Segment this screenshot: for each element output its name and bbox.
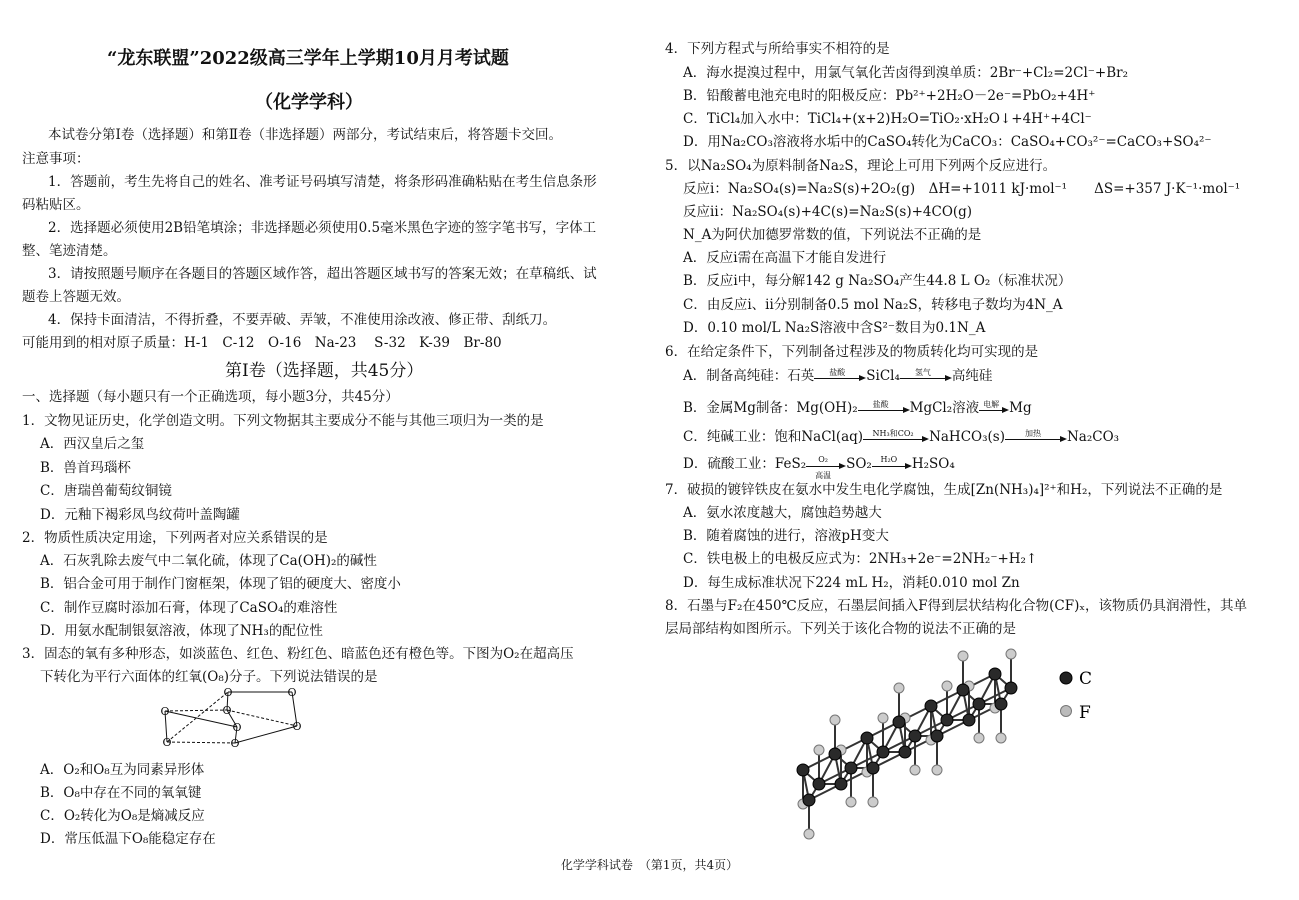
q4-option-c: C．TiCl₄加入水中：TiCl₄+(x+2)H₂O=TiO₂·xH₂O↓+4H⁺+4Cl⁻ [683, 111, 1092, 127]
oxygen-atom-label: O [292, 720, 302, 733]
q7-option-a: A．氨水浓度越大，腐蚀趋势越大 [683, 505, 882, 521]
carbon-legend-icon [1060, 672, 1072, 684]
exam-title: “龙东联盟”2022级高三学年上学期10月月考试题 [107, 48, 509, 69]
fluorine-atom [846, 797, 856, 807]
carbon-atom [995, 698, 1007, 710]
q1-option-b: B．兽首玛瑙杯 [40, 460, 131, 476]
fluorine-legend-icon [1061, 706, 1072, 717]
question-5-stem: 5．以Na₂SO₄为原料制备Na₂S，理论上可用下列两个反应进行。 [665, 158, 1057, 174]
note-line: 码粘贴区。 [22, 197, 90, 213]
page-footer: 化学学科试卷 （第1页，共4页） [560, 858, 739, 872]
q6-option-b: B．金属Mg制备：Mg(OH)₂ 盐酸 MgCl₂溶液 电解 Mg [683, 399, 1032, 416]
fluorine-atom [868, 797, 878, 807]
question-3-stem: 3．固态的氧有多种形态，如淡蓝色、红色、粉红色、暗蓝色还有橙色等。下图为O₂在超高压 [22, 646, 574, 662]
o8-molecule-diagram [157, 684, 307, 752]
q6-option-a: A．制备高纯硅：石英 盐酸 SiCl₄ 氢气 高纯硅 [683, 367, 993, 384]
fluorine-atom [958, 651, 968, 661]
q5-option-b: B．反应ⅰ中，每分解142 g Na₂SO₄产生44.8 L O₂（标准状况） [683, 273, 1072, 289]
carbon-atom [957, 684, 969, 696]
q1-option-c: C．唐瑞兽葡萄纹铜镜 [40, 483, 172, 499]
oxygen-atom-label: O [287, 686, 297, 699]
carbon-atom [925, 700, 937, 712]
q1-option-a: A．西汉皇后之玺 [40, 436, 145, 452]
q5-reaction-1: 反应ⅰ：Na₂SO₄(s)=Na₂S(s)+2O₂(g) ΔH=+1011 kJ·mol⁻¹ ΔS=+357 J·K⁻¹·mol⁻¹ [683, 181, 1241, 197]
oxygen-atom-label: O [230, 737, 240, 750]
q6-option-c: C．纯碱工业：饱和NaCl(aq) NH₃和CO₂ NaHCO₃(s) 加热 Na₂CO₃ [683, 428, 1120, 445]
q7-option-b: B．随着腐蚀的进行，溶液pH变大 [683, 528, 889, 544]
oxygen-atom-label: O [232, 721, 242, 734]
q3-option-c: C．O₂转化为O₈是熵减反应 [40, 808, 205, 824]
reaction-arrow: 盐酸 [858, 402, 910, 416]
q5-option-c: C．由反应ⅰ、ⅱ分别制备0.5 mol Na₂S，转移电子数均为4N_A [683, 297, 1063, 313]
fluorine-atom [814, 745, 824, 755]
q3-option-d: D．常压低温下O₈能稳定存在 [40, 831, 216, 847]
q1-option-d: D．元釉下褐彩凤鸟纹荷叶盖陶罐 [40, 507, 240, 523]
q2-option-a: A．石灰乳除去废气中二氧化硫，体现了Ca(OH)₂的碱性 [40, 553, 377, 569]
question-7-stem: 7．破损的镀锌铁皮在氨水中发生电化学腐蚀，生成[Zn(NH₃)₄]²⁺和H₂，下列说法不正确的是 [665, 482, 1223, 498]
reaction-arrow: H₂O [872, 458, 912, 472]
carbon-atom [877, 746, 889, 758]
note-line: 整、笔迹清楚。 [22, 243, 117, 259]
q5-option-d: D．0.10 mol/L Na₂S溶液中含S²⁻数目为0.1N_A [683, 320, 986, 336]
reaction-arrow: NH₃和CO₂ [863, 431, 929, 445]
q6-option-d: D．硫酸工业：FeS₂ O₂ 高温 SO₂ H₂O H₂SO₄ [683, 454, 955, 480]
note-line: 1．答题前，考生先将自己的姓名、准考证号码填写清楚，将条形码准确粘贴在考生信息条形 [48, 174, 597, 190]
q5-reaction-2: 反应ⅱ：Na₂SO₄(s)+4C(s)=Na₂S(s)+4CO(g) [683, 204, 973, 220]
fluorine-atom [894, 683, 904, 693]
fluorine-atom [878, 713, 888, 723]
carbon-atom [963, 714, 975, 726]
question-1-stem: 1．文物见证历史，化学创造文明。下列文物据其主要成分不能与其他三项归为一类的是 [22, 413, 544, 429]
carbon-atom [845, 762, 857, 774]
q4-option-b: B．铅酸蓄电池充电时的阳极反应：Pb²⁺+2H₂O－2e⁻=PbO₂+4H⁺ [683, 88, 1096, 104]
fluorine-atom [910, 765, 920, 775]
cf-legend [1057, 667, 1107, 727]
q2-option-b: B．铝合金可用于制作门窗框架，体现了铝的硬度大、密度小 [40, 576, 401, 592]
intro-text: 本试卷分第Ⅰ卷（选择题）和第Ⅱ卷（非选择题）两部分，考试结束后，将答题卡交回。 [48, 127, 563, 143]
carbon-atom [797, 764, 809, 776]
reaction-arrow: 加热 [1005, 431, 1067, 445]
fluorine-atom [974, 733, 984, 743]
fluorine-atom [830, 715, 840, 725]
reaction-arrow: O₂ 高温 [806, 458, 846, 472]
question-8-stem-2: 层局部结构如图所示。下列关于该化合物的说法不正确的是 [665, 621, 1016, 637]
carbon-atom [835, 778, 847, 790]
question-2-stem: 2．物质性质决定用途，下列两者对应关系错误的是 [22, 530, 328, 546]
carbon-atom [829, 748, 841, 760]
carbon-atom [973, 698, 985, 710]
q2-option-c: C．制作豆腐时添加石膏，体现了CaSO₄的难溶性 [40, 600, 338, 616]
question-8-stem: 8．石墨与F₂在450℃反应，石墨层间插入F得到层状结构化合物(CF)ₓ，该物质仍具润滑性，其单 [665, 598, 1248, 614]
q4-option-a: A．海水提溴过程中，用氯气氧化苦卤得到溴单质：2Br⁻+Cl₂=2Cl⁻+Br₂ [683, 65, 1128, 81]
carbon-atom [861, 732, 873, 744]
oxygen-atom-label: O [222, 704, 232, 717]
carbon-atom [941, 714, 953, 726]
fluorine-legend-label: F [1079, 703, 1091, 723]
section-title: 第Ⅰ卷（选择题，共45分） [225, 361, 424, 381]
note-line: 4．保持卡面清洁，不得折叠，不要弄破、弄皱，不准使用涂改液、修正带、刮纸刀。 [48, 312, 557, 328]
section-instruction: 一、选择题（每小题只有一个正确选项，每小题3分，共45分） [22, 389, 399, 405]
atomic-masses: 可能用到的相对原子质量：H-1 C-12 O-16 Na-23 S-32 K-39 Br-80 [22, 335, 502, 351]
reaction-arrow: 盐酸 [814, 370, 866, 384]
oxygen-atom-label: O [160, 705, 170, 718]
carbon-atom [989, 668, 1001, 680]
carbon-atom [813, 778, 825, 790]
fluorine-atom [1006, 649, 1016, 659]
reaction-arrow: 氢气 [900, 370, 952, 384]
q7-option-c: C．铁电极上的电极反应式为：2NH₃+2e⁻=2NH₂⁻+H₂↑ [683, 551, 1038, 567]
carbon-atom [893, 716, 905, 728]
carbon-atom [1005, 682, 1017, 694]
exam-subtitle: （化学学科） [255, 92, 363, 113]
carbon-atom [899, 746, 911, 758]
q4-option-d: D．用Na₂CO₃溶液将水垢中的CaSO₄转化为CaCO₃：CaSO₄+CO₃²⁻=CaCO₃+SO₄²⁻ [683, 134, 1212, 150]
carbon-atom [867, 762, 879, 774]
fluorine-atom [932, 765, 942, 775]
question-6-stem: 6．在给定条件下，下列制备过程涉及的物质转化均可实现的是 [665, 344, 1039, 360]
carbon-atom [931, 730, 943, 742]
notice-label: 注意事项： [22, 151, 90, 167]
q2-option-d: D．用氨水配制银氨溶液，体现了NH₃的配位性 [40, 623, 323, 639]
q5-na-note: N_A为阿伏加德罗常数的值，下列说法不正确的是 [683, 227, 982, 243]
note-line: 2．选择题必须使用2B铅笔填涂；非选择题必须使用0.5毫米黑色字迹的签字笔书写，字体工 [48, 220, 597, 236]
question-3-stem-2: 下转化为平行六面体的红氧(O₈)分子。下列说法错误的是 [40, 669, 378, 685]
q3-option-b: B．O₈中存在不同的氧氧键 [40, 785, 202, 801]
fluorine-atom [942, 681, 952, 691]
question-4-stem: 4．下列方程式与所给事实不相符的是 [665, 41, 890, 57]
note-line: 3．请按照题号顺序在各题目的答题区域作答，超出答题区域书写的答案无效；在草稿纸、试 [48, 266, 597, 282]
oxygen-atom-label: O [162, 736, 172, 749]
oxygen-atom-label: O [223, 686, 233, 699]
carbon-atom [803, 794, 815, 806]
q5-option-a: A．反应ⅰ需在高温下才能自发进行 [683, 250, 887, 266]
carbon-atom [909, 730, 921, 742]
fluorine-atom [804, 829, 814, 839]
fluorine-atom [996, 733, 1006, 743]
carbon-legend-label: C [1079, 669, 1093, 689]
reaction-arrow: 电解 [979, 402, 1009, 416]
q3-option-a: A．O₂和O₈互为同素异形体 [40, 762, 205, 778]
q7-option-d: D．每生成标准状况下224 mL H₂，消耗0.010 mol Zn [683, 575, 1020, 591]
note-line: 题卷上答题无效。 [22, 289, 130, 305]
